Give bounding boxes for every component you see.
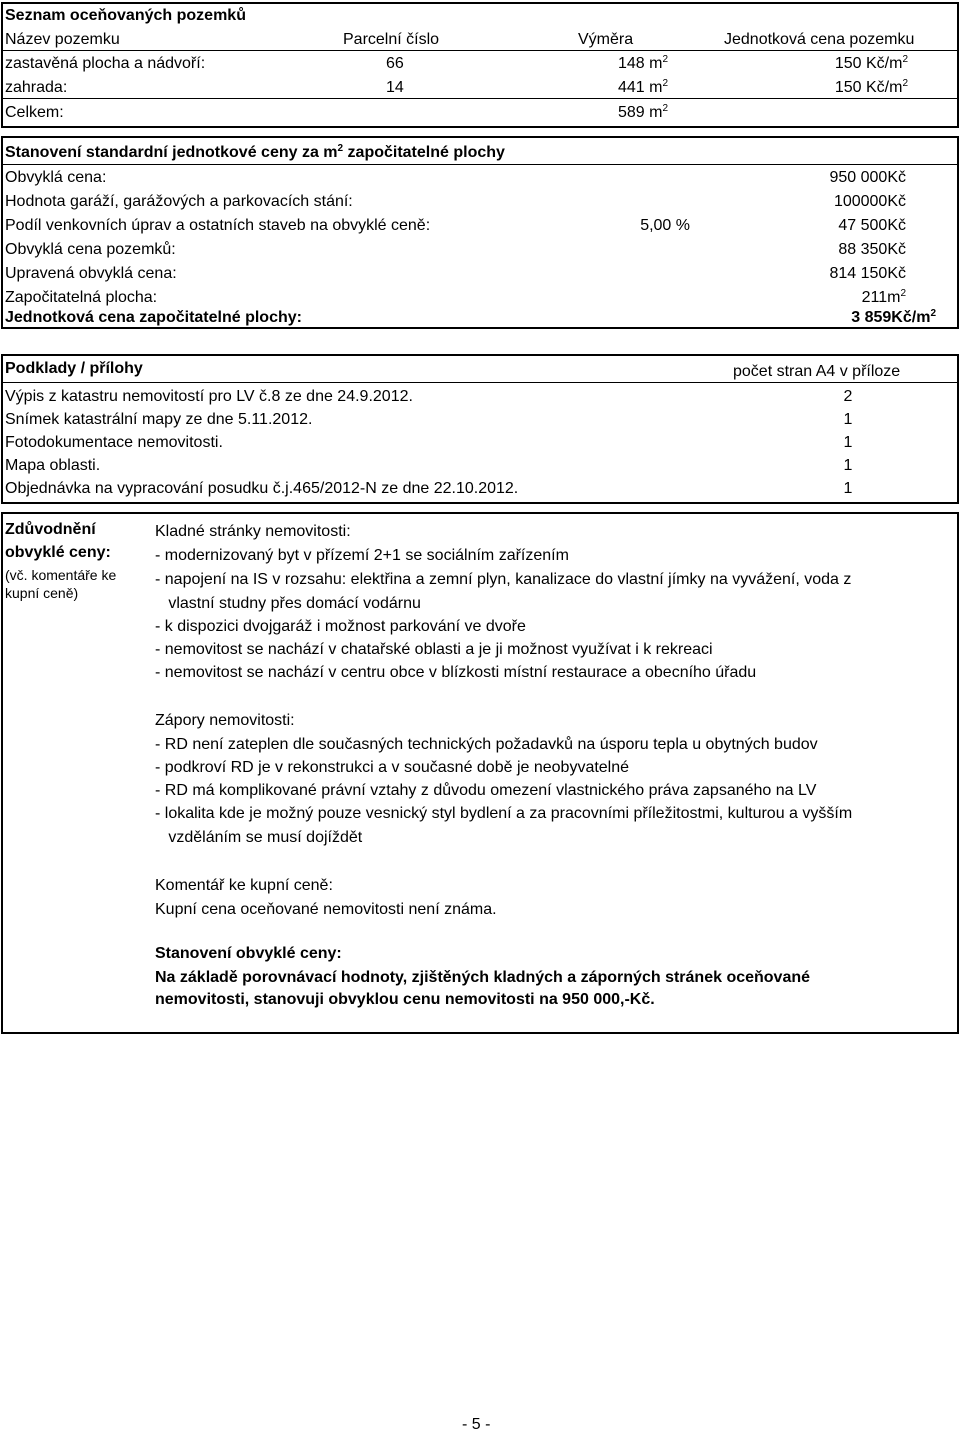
attachment-item: Výpis z katastru nemovitostí pro LV č.8 ze dne 24.9.2012. [5, 388, 413, 405]
attachment-count: 1 [843, 434, 853, 451]
attachment-item: Snímek katastrální mapy ze dne 5.11.2012. [5, 411, 313, 428]
conclusion-text: nemovitosti, stanovuji obvyklou cenu nemovitosti na 950 000,-Kč. [155, 991, 655, 1008]
justification-side-title: obvyklé ceny: [5, 544, 111, 561]
standard-row-value: 100000Kč [833, 193, 906, 210]
page-number: - 5 - [462, 1416, 491, 1433]
standard-area-label: Započitatelná plocha: [5, 289, 158, 306]
standard-row-label: Hodnota garáží, garážových a parkovacích stání: [5, 193, 353, 210]
land-total-area: 589 $m^2$ [617, 103, 668, 121]
land-row-name: zastavěná plocha a nádvoří: [5, 55, 206, 72]
standard-row-percent: 5,00 % [640, 217, 690, 234]
pros-item: - k dispozici dvojgaráž i možnost parkování ve dvoře [155, 618, 526, 635]
standard-unit-value: 3 $859Kč/m^2$ [851, 308, 936, 326]
land-title: Seznam oceňovaných pozemků [5, 7, 246, 24]
standard-area-value: $211m^2$ [861, 288, 906, 306]
land-row-area: 441 $m^2$ [617, 78, 668, 96]
standard-row-value: 47 500Kč [838, 217, 906, 234]
land-header-divider [2, 50, 958, 51]
standard-row-label: Obvyklá cena: [5, 169, 107, 186]
cons-item: - RD má komplikované právní vztahy z důvodu omezení vlastnického práva zapsaného na LV [155, 782, 817, 799]
comment-title: Komentář ke kupní ceně: [155, 877, 333, 894]
standard-row-value: 814 150Kč [829, 265, 906, 282]
land-row-price: 150 $Kč/m^2$ [834, 78, 908, 96]
standard-row-value: 950 000Kč [829, 169, 906, 186]
attachment-item: Objednávka na vypracování posudku č.j.465/2012-N ze dne 22.10.2012. [5, 480, 519, 497]
conclusion-text: Na základě porovnávací hodnoty, zjištěných kladných a záporných stránek oceňované [155, 969, 811, 986]
land-header-unit-price: Jednotková cena pozemku [724, 31, 915, 48]
justification-side-note: (vč. komentáře ke [5, 567, 117, 583]
attachment-item: Fotodokumentace nemovitosti. [5, 434, 223, 451]
attachment-item: Mapa oblasti. [5, 457, 101, 474]
cons-item: - RD není zateplen dle současných technických požadavků na úsporu tepla u obytných budov [155, 736, 818, 753]
attachment-count: 1 [843, 411, 853, 428]
justification-side-note: kupní ceně) [5, 585, 79, 601]
standard-row-label: Obvyklá cena pozemků: [5, 241, 176, 258]
land-header-area: Výměra [578, 31, 634, 48]
attachment-count: 1 [843, 457, 853, 474]
conclusion-title: Stanovení obvyklé ceny: [155, 945, 342, 962]
land-total-divider [2, 98, 958, 99]
pros-item: - napojení na IS v rozsahu: elektřina a zemní plyn, kanalizace do vlastní jímky na vyvážení, voda z [155, 571, 852, 588]
pros-title: Kladné stránky nemovitosti: [155, 523, 351, 540]
land-row-name: zahrada: [5, 79, 68, 96]
comment-text: Kupní cena oceňované nemovitosti není známa. [155, 901, 497, 918]
pros-item: - nemovitost se nachází v chatařské oblasti a je ji možnost využívat i k rekreaci [155, 641, 713, 658]
standard-row-label: Upravená obvyklá cena: [5, 265, 177, 282]
pros-item: - modernizovaný byt v přízemí 2+1 se sociálním zařízením [155, 547, 569, 564]
standard-row-value: 88 350Kč [838, 241, 906, 258]
land-row-parcel: 14 [386, 79, 404, 96]
land-row-area: 148 $m^2$ [617, 54, 668, 72]
standard-row-label: Podíl venkovních úprav a ostatních staveb na obvyklé ceně: [5, 217, 431, 234]
attachment-count: 1 [843, 480, 853, 497]
cons-title: Zápory nemovitosti: [155, 712, 295, 729]
pros-item: vlastní studny přes domácí vodárnu [155, 595, 421, 612]
land-total-label: Celkem: [5, 104, 64, 121]
attachments-title: Podklady / přílohy [5, 360, 143, 377]
cons-item: - lokalita kde je možný pouze vesnický styl bydlení a za pracovními příležitostmi, kulturou a vyšším [155, 805, 853, 822]
pros-item: - nemovitost se nachází v centru obce v blízkosti místní restaurace a obecního úřadu [155, 664, 757, 681]
standard-unit-label: Jednotková cena započitatelné plochy: [5, 309, 302, 326]
cons-item: - podkroví RD je v rekonstrukci a v současné době je neobyvatelné [155, 759, 630, 776]
justification-side-title: Zdůvodnění [5, 521, 96, 538]
standard-title: Stanovení standardní jednotkové ceny za $m^2$ započitatelné plochy [5, 143, 505, 161]
attachments-count-header: počet stran A4 v příloze [733, 363, 901, 380]
land-header-name: Název pozemku [5, 31, 120, 48]
attachments-divider [2, 382, 958, 383]
land-row-parcel: 66 [386, 55, 404, 72]
land-row-price: 150 $Kč/m^2$ [834, 54, 908, 72]
land-header-parcel: Parcelní číslo [343, 31, 440, 48]
attachment-count: 2 [843, 388, 853, 405]
standard-title-divider [2, 164, 958, 165]
cons-item: vzděláním se musí dojíždět [155, 829, 363, 846]
